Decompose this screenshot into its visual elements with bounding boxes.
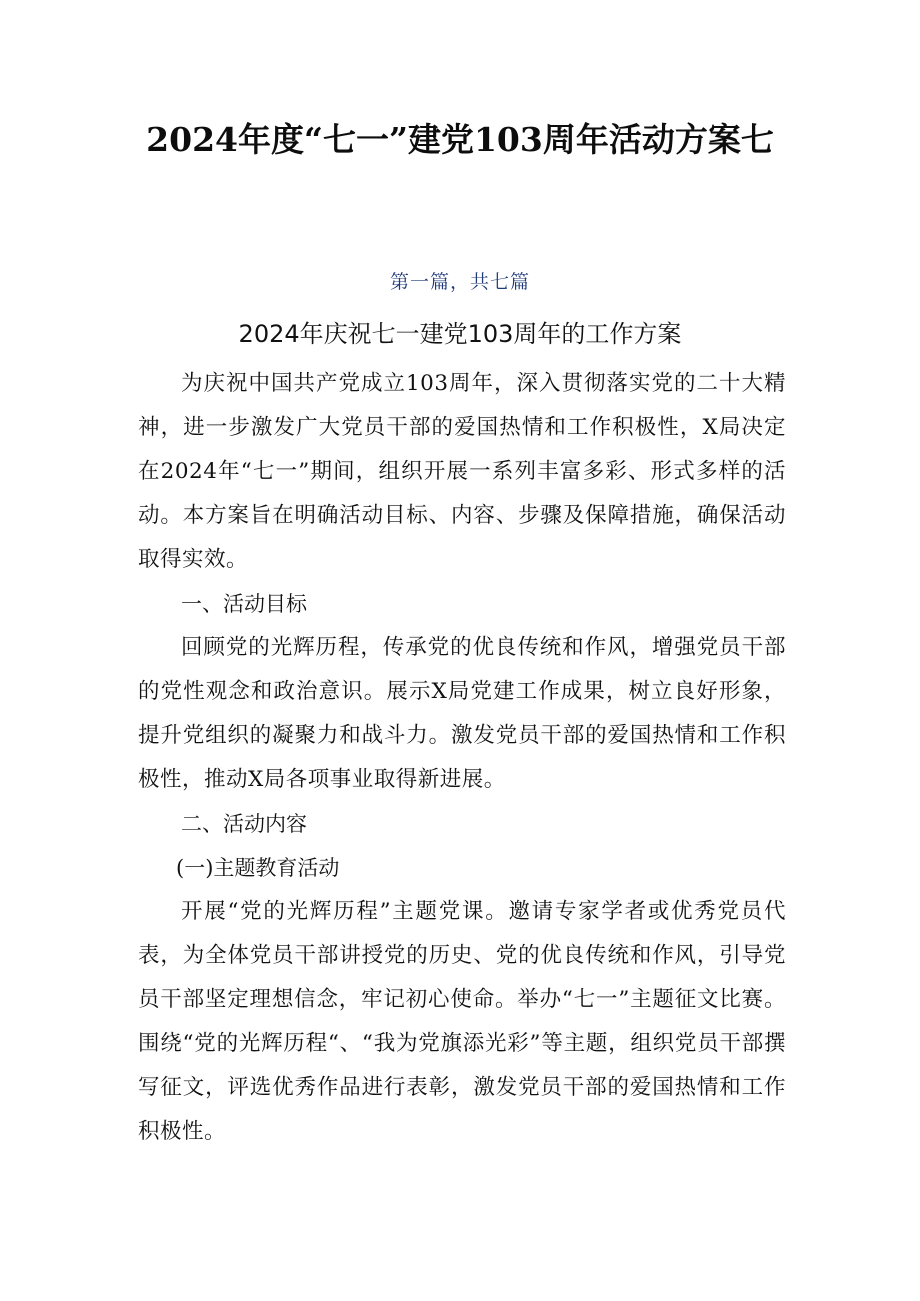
content-paragraph: 开展“党的光辉历程”主题党课。邀请专家学者或优秀党员代表，为全体党员干部讲授党的历史、党的优良传统和作风，引导党员干部坚定理想信念，牢记初心使命。举办“七一”主题征文比赛。围绕“党的光辉历程“、“我为党旗添光彩”等主题，组织党员干部撰写征文，评选优秀作品进行表彰，激发党员干部的爱国热情和工作积极性。 xyxy=(138,899,786,1144)
subheading-theme-education: (一)主题教育活动 xyxy=(176,856,340,880)
goals-paragraph: 回顾党的光辉历程，传承党的优良传统和作风，增强党员干部的党性观念和政治意识。展示X局党建工作成果，树立良好形象，提升党组织的凝聚力和战斗力。激发党员干部的爱国热情和工作积极性，推动X局各项事业取得新进展。 xyxy=(138,635,786,792)
section-title: 2024年庆祝七一建党103周年的工作方案 xyxy=(238,320,682,348)
part-label: 第一篇，共七篇 xyxy=(389,271,530,293)
document-body xyxy=(138,362,786,1154)
document-title: 2024年度“七一”建党103周年活动方案七 xyxy=(146,120,774,159)
heading-activity-goals: 一、活动目标 xyxy=(181,592,307,616)
heading-activity-content: 二、活动内容 xyxy=(181,812,307,836)
intro-paragraph: 为庆祝中国共产党成立103周年，深入贯彻落实党的二十大精神，进一步激发广大党员干部的爱国热情和工作积极性，X局决定在2024年“七一”期间，组织开展一系列丰富多彩、形式多样的活动。本方案旨在明确活动目标、内容、步骤及保障措施，确保活动取得实效。 xyxy=(138,371,786,572)
